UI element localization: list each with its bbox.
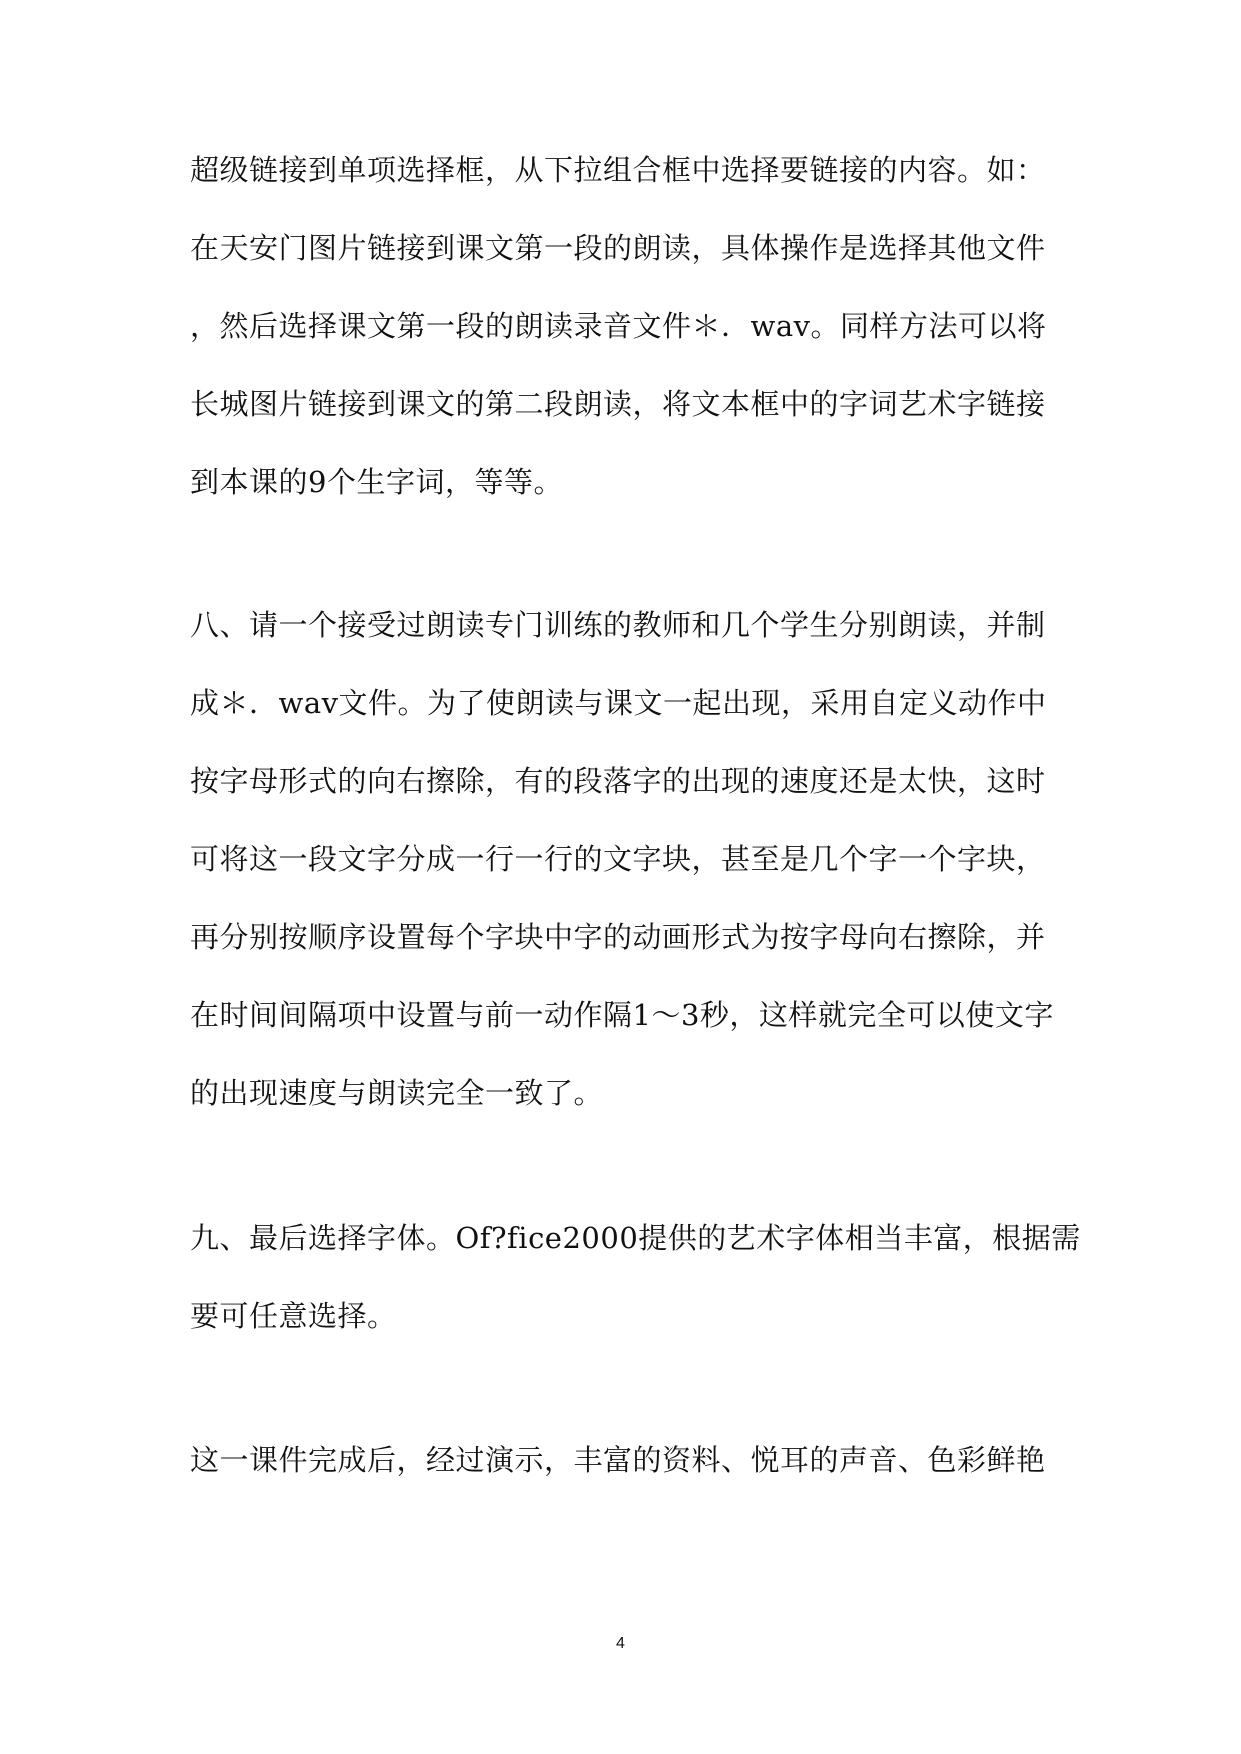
- paragraph-3-line-1: 九、最后选择字体。Of?fice2000提供的艺术字体相当丰富，根据需: [190, 1221, 1081, 1255]
- paragraph-2-line-2: 成＊．wav文件。为了使朗读与课文一起出现，采用自定义动作中: [190, 686, 1047, 720]
- paragraph-2-line-4: 可将这一段文字分成一行一行的文字块，甚至是几个字一个字块，: [190, 842, 1046, 876]
- page-number: 4: [616, 1635, 625, 1652]
- paragraph-2-line-6: 在时间间隔项中设置与前一动作隔1～3秒，这样就完全可以使文字: [190, 998, 1054, 1032]
- paragraph-1-line-4: 长城图片链接到课文的第二段朗读，将文本框中的字词艺术字链接: [190, 387, 1046, 421]
- paragraph-2-line-5: 再分别按顺序设置每个字块中字的动画形式为按字母向右擦除，并: [190, 920, 1046, 954]
- paragraph-2-line-7: 的出现速度与朗读完全一致了。: [190, 1076, 604, 1110]
- paragraph-2-line-3: 按字母形式的向右擦除，有的段落字的出现的速度还是太快，这时: [190, 764, 1046, 798]
- paragraph-1-line-5: 到本课的9个生字词，等等。: [190, 465, 563, 499]
- paragraph-1-line-1: 超级链接到单项选择框，从下拉组合框中选择要链接的内容。如：: [190, 153, 1046, 187]
- paragraph-1-line-3: ，然后选择课文第一段的朗读录音文件＊．wav。同样方法可以将: [190, 309, 1047, 343]
- paragraph-2-line-1: 八、请一个接受过朗读专门训练的教师和几个学生分别朗读，并制: [190, 608, 1046, 642]
- paragraph-3-line-2: 要可任意选择。: [190, 1299, 397, 1333]
- paragraph-4-line-1: 这一课件完成后，经过演示，丰富的资料、悦耳的声音、色彩鲜艳: [190, 1443, 1046, 1477]
- paragraph-1-line-2: 在天安门图片链接到课文第一段的朗读，具体操作是选择其他文件: [190, 231, 1046, 265]
